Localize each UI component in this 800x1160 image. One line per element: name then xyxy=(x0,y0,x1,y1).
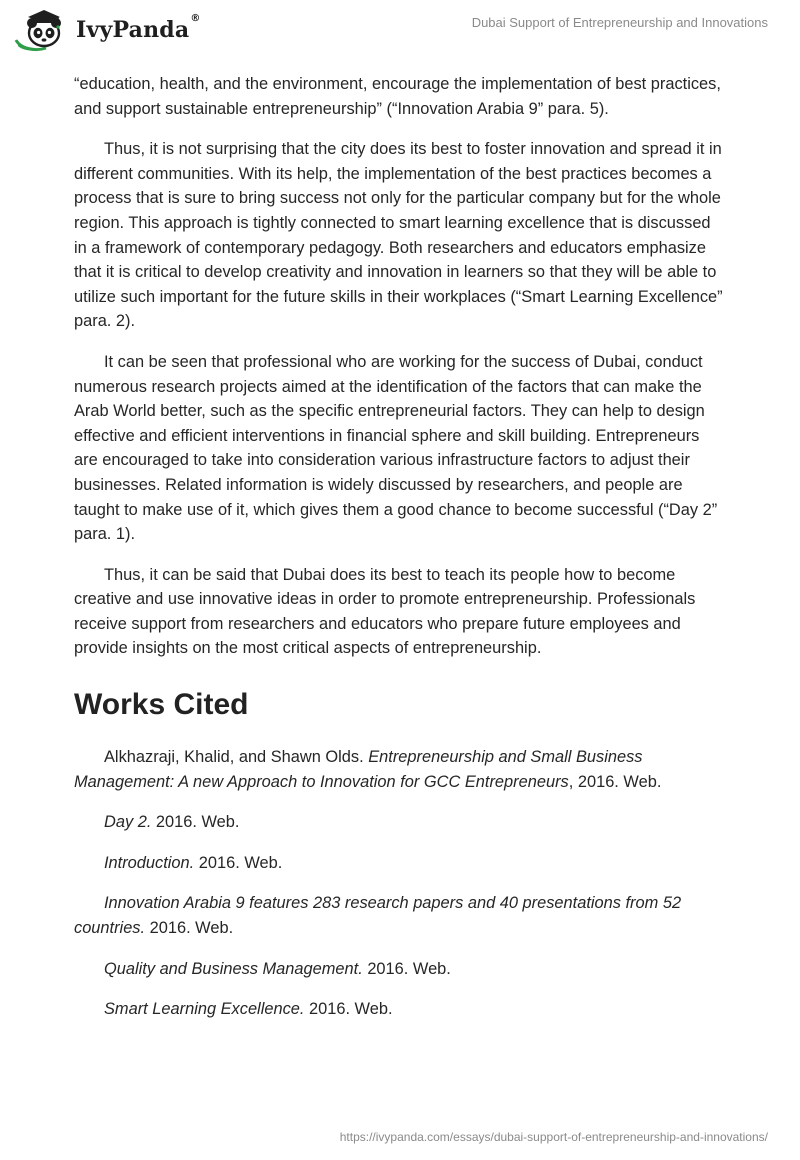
paragraph: It can be seen that professional who are working for the success of Dubai, conduct numerous research projects aimed at the identification of the factors that can make the Arab World better, such as the specific entrepreneurial factors. They can help to design effective and efficient interventions in financial sphere and skill building. Entrepreneurs are encouraged to take into consideration various infrastructure factors to adjust their businesses. Related information is widely discussed by researchers, and people are taught to make use of it, which gives them a good chance to become successful (“Day 2” para. 1). xyxy=(74,352,718,544)
works-cited-heading: Works Cited xyxy=(74,688,249,722)
panda-graduate-icon xyxy=(14,6,72,54)
works-cited-list xyxy=(74,745,724,1022)
paragraph: Thus, it can be said that Dubai does its best to teach its people how to become creative and use innovative ideas in order to promote entrepreneurship. Professionals receive support from researchers and educators who prepare future employees and provide insights on the most critical aspects of entrepreneurship. xyxy=(74,565,696,658)
brand-logo[interactable] xyxy=(14,6,201,54)
source-url-link[interactable]: https://ivypanda.com/essays/dubai-support-of-entrepreneurship-and-innovations/ xyxy=(339,1130,768,1144)
brand-name: IvyPanda® xyxy=(76,13,201,43)
citation-entry: Day 2. 2016. Web. xyxy=(104,813,240,832)
paragraph: Thus, it is not surprising that the city does its best to foster innovation and spread it in different communities. With its help, the implementation of the best practices becomes a process that is sure to bring success not only for the particular company but for the whole region. This approach is tightly connected to smart learning excellence that is discussed in a framework of contemporary pedagogy. Both researchers and educators emphasize that it is critical to develop creativity and innovation in learners so that they will be able to utilize such important for the future skills in their workplaces (“Smart Learning Excellence” para. 2). xyxy=(74,140,723,331)
paragraph-continuation: “education, health, and the environment, encourage the implementation of best practices, and support sustainable entrepreneurship” (“Innovation Arabia 9” para. 5). xyxy=(74,75,721,118)
document-title: Dubai Support of Entrepreneurship and Innovations xyxy=(471,15,768,30)
citation-entry: Smart Learning Excellence. 2016. Web. xyxy=(104,1000,393,1019)
citation-entry: Innovation Arabia 9 features 283 research papers and 40 presentations from 52 countries. 2016. Web. xyxy=(74,894,682,938)
citation-entry: Introduction. 2016. Web. xyxy=(104,853,283,872)
citation-entry: Alkhazraji, Khalid, and Shawn Olds. Entrepreneurship and Small Business Management: A new Approach to Innovation for GCC Entrepreneurs, 2016. Web. xyxy=(74,748,662,791)
citation-entry: Quality and Business Management. 2016. Web. xyxy=(104,959,451,978)
essay-body xyxy=(74,72,724,1038)
